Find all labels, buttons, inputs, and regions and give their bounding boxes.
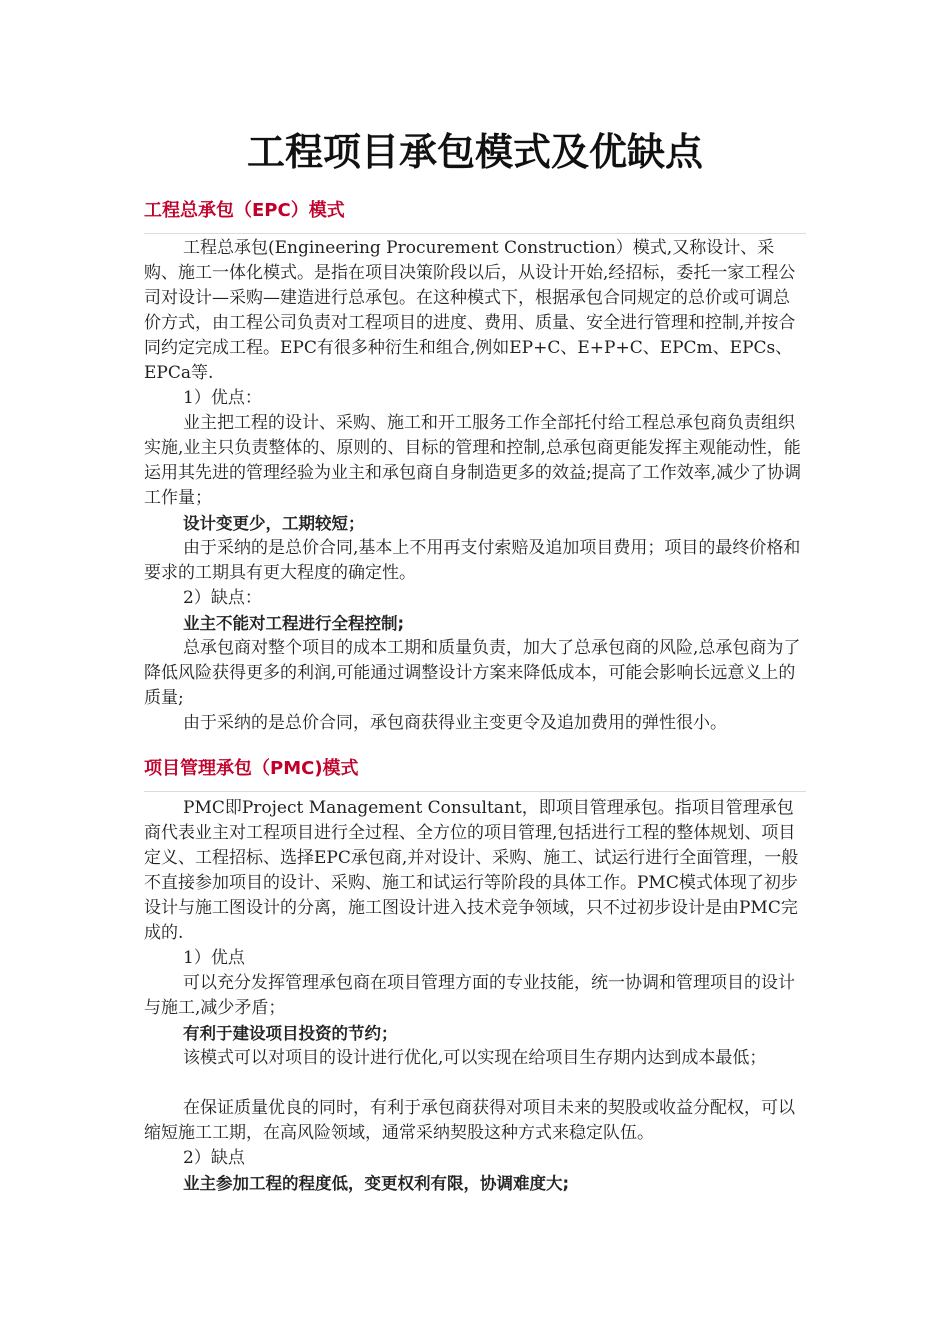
epc-advantage-paragraph-1: 业主把工程的设计、采购、施工和开工服务工作全部托付给工程总承包商负责组织实施,业主只负责整体的、原则的、目标的管理和控制,总承包商更能发挥主观能动性，能运用其先进的管理经验为业主和承包商自身制造更多的效益;提高了工作效率,减少了协调工作量；	[144, 413, 802, 508]
pmc-advantage-paragraph-1: 可以充分发挥管理承包商在项目管理方面的专业技能，统一协调和管理项目的设计与施工,减少矛盾；	[144, 973, 795, 1018]
section-divider	[144, 233, 806, 234]
pmc-disadvantages-label: 2）缺点	[183, 1148, 245, 1168]
epc-advantage-bold-1: 设计变更少，工期较短；	[183, 514, 365, 533]
section-divider	[144, 791, 806, 792]
pmc-advantage-bold-1: 有利于建设项目投资的节约；	[183, 1024, 398, 1043]
epc-disadvantages-label: 2）缺点：	[183, 588, 262, 608]
pmc-advantages-label: 1）优点	[183, 948, 245, 968]
epc-advantage-paragraph-2: 由于采纳的是总价合同,基本上不用再支付索赔及追加项目费用；项目的最终价格和要求的工期具有更大程度的确定性。	[144, 538, 801, 583]
epc-disadvantage-bold-1: 业主不能对工程进行全程控制;	[183, 614, 405, 633]
pmc-advantage-paragraph-3: 在保证质量优良的同时，有利于承包商获得对项目未来的契股或收益分配权，可以缩短施工工期，在高风险领域，通常采纳契股这种方式来稳定队伍。	[144, 1098, 795, 1143]
section-heading-pmc: 项目管理承包（PMC)模式	[144, 758, 359, 779]
pmc-intro-paragraph: PMC即Project Management Consultant，即项目管理承包。指项目管理承包商代表业主对工程项目进行全过程、全方位的项目管理,包括进行工程的整体规划、项目定义、工程招标、选择EPC承包商,并对设计、采购、施工、试运行进行全面管理，一般不直接参加项目的设计、采购、施工和试运行等阶段的具体工作。PMC模式体现了初步设计与施工图设计的分离，施工图设计进入技术竞争领域，只不过初步设计是由PMC完成的.	[144, 798, 799, 943]
pmc-advantage-paragraph-2: 该模式可以对项目的设计进行优化,可以实现在给项目生存期内达到成本最低；	[183, 1048, 767, 1068]
section-heading-epc: 工程总承包（EPC）模式	[144, 200, 345, 221]
epc-disadvantage-paragraph-1: 总承包商对整个项目的成本工期和质量负责，加大了总承包商的风险,总承包商为了降低风险获得更多的利润,可能通过调整设计方案来降低成本，可能会影响长远意义上的质量;	[144, 638, 801, 708]
epc-advantages-label: 1）优点：	[183, 388, 262, 408]
document-title: 工程项目承包模式及优缺点	[246, 130, 703, 174]
pmc-disadvantage-bold-1: 业主参加工程的程度低，变更权利有限，协调难度大;	[183, 1174, 570, 1193]
epc-disadvantage-paragraph-2: 由于采纳的是总价合同，承包商获得业主变更令及追加费用的弹性很小。	[183, 713, 727, 733]
epc-intro-paragraph: 工程总承包(Engineering Procurement Construction）模式,又称设计、采购、施工一体化模式。是指在项目决策阶段以后，从设计开始,经招标，委托一家工程公司对设计—采购—建造进行总承包。在这种模式下，根据承包合同规定的总价或可调总价方式，由工程公司负责对工程项目的进度、费用、质量、安全进行管理和控制,并按合同约定完成工程。EPC有很多种衍生和组合,例如EP+C、E+P+C、EPCm、EPCs、EPCa等.	[144, 238, 796, 383]
